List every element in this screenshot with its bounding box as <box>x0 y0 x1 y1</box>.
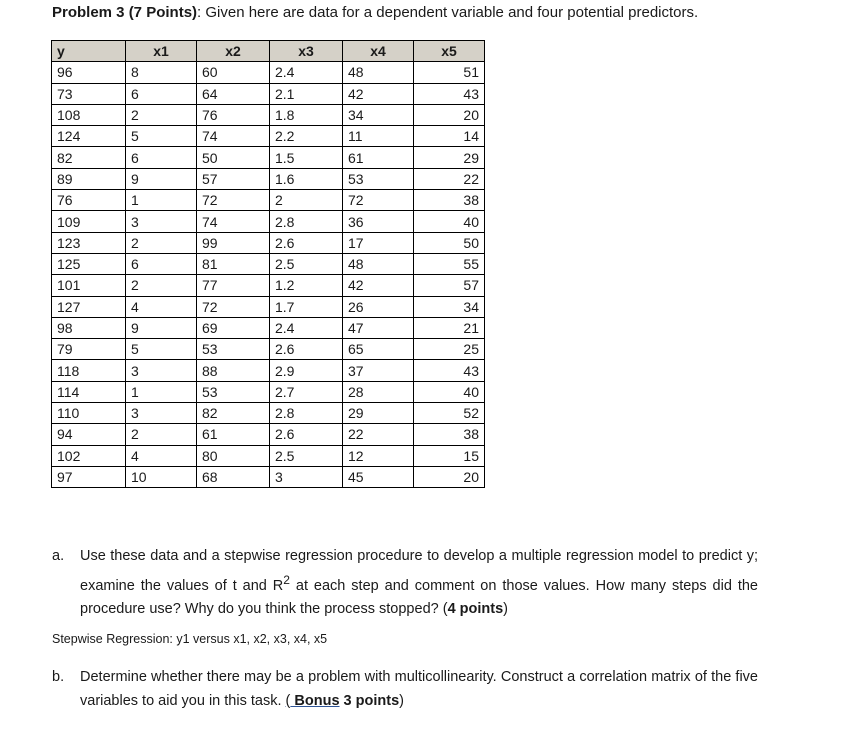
question-a-text-3: ) <box>503 600 508 617</box>
cell-x4: 22 <box>343 424 414 445</box>
cell-x1: 6 <box>126 147 197 168</box>
cell-x5: 43 <box>414 83 485 104</box>
cell-x3: 2.4 <box>270 317 343 338</box>
bonus-marker <box>286 693 340 709</box>
cell-x1: 6 <box>126 83 197 104</box>
table-row <box>52 232 485 253</box>
cell-x4: 11 <box>343 126 414 147</box>
cell-x5: 34 <box>414 296 485 317</box>
cell-x4: 48 <box>343 62 414 83</box>
cell-x5: 25 <box>414 339 485 360</box>
cell-x3: 2.2 <box>270 126 343 147</box>
cell-x4: 36 <box>343 211 414 232</box>
question-b-text <box>80 666 758 713</box>
table-row <box>52 317 485 338</box>
cell-x1: 3 <box>126 211 197 232</box>
cell-y: 76 <box>52 190 126 211</box>
r-squared-superscript: 2 <box>283 572 290 587</box>
cell-x3: 2.6 <box>270 339 343 360</box>
header-y: y <box>52 41 126 62</box>
cell-y: 109 <box>52 211 126 232</box>
cell-x5: 38 <box>414 424 485 445</box>
cell-x4: 12 <box>343 445 414 466</box>
cell-x2: 77 <box>197 275 270 296</box>
table-row <box>52 253 485 274</box>
cell-x5: 29 <box>414 147 485 168</box>
cell-x3: 2.6 <box>270 424 343 445</box>
cell-y: 127 <box>52 296 126 317</box>
question-a-text <box>80 545 758 621</box>
cell-x3: 2.9 <box>270 360 343 381</box>
cell-x4: 29 <box>343 403 414 424</box>
cell-x2: 53 <box>197 381 270 402</box>
question-b-points: 3 points <box>339 692 400 709</box>
stepwise-regression-label: Stepwise Regression: y1 versus x1, x2, x3, x4, x5 <box>52 632 328 646</box>
cell-x2: 72 <box>197 296 270 317</box>
cell-x2: 64 <box>197 83 270 104</box>
table-row <box>52 275 485 296</box>
cell-x3: 2.1 <box>270 83 343 104</box>
cell-x3: 2.6 <box>270 232 343 253</box>
cell-y: 73 <box>52 83 126 104</box>
cell-x1: 2 <box>126 275 197 296</box>
cell-x3: 1.2 <box>270 275 343 296</box>
cell-x1: 9 <box>126 168 197 189</box>
cell-x3: 1.7 <box>270 296 343 317</box>
table-row <box>52 211 485 232</box>
cell-x3: 2.7 <box>270 381 343 402</box>
cell-x1: 3 <box>126 360 197 381</box>
cell-x2: 80 <box>197 445 270 466</box>
question-a-text-2: at each step and comment on those values. How many steps did the procedure use? Why do you think the process stopped? ( <box>80 577 758 617</box>
question-b <box>52 666 758 713</box>
table-row <box>52 381 485 402</box>
cell-x5: 57 <box>414 275 485 296</box>
cell-x1: 2 <box>126 232 197 253</box>
table-header-row <box>52 41 485 62</box>
cell-x4: 17 <box>343 232 414 253</box>
cell-x2: 61 <box>197 424 270 445</box>
cell-x3: 2 <box>270 190 343 211</box>
cell-x2: 81 <box>197 253 270 274</box>
cell-x3: 2.4 <box>270 62 343 83</box>
question-b-letter: b. <box>52 669 65 685</box>
table-row <box>52 339 485 360</box>
header-x2: x2 <box>197 41 270 62</box>
cell-y: 102 <box>52 445 126 466</box>
cell-x3: 2.8 <box>270 403 343 424</box>
cell-x5: 50 <box>414 232 485 253</box>
cell-y: 114 <box>52 381 126 402</box>
table-row <box>52 83 485 104</box>
cell-x1: 1 <box>126 381 197 402</box>
bonus-paren: ( <box>285 692 291 709</box>
cell-x5: 51 <box>414 62 485 83</box>
cell-x4: 47 <box>343 317 414 338</box>
cell-y: 98 <box>52 317 126 338</box>
cell-x3: 2.5 <box>270 253 343 274</box>
table-row <box>52 445 485 466</box>
cell-x1: 2 <box>126 104 197 125</box>
cell-x2: 74 <box>197 126 270 147</box>
cell-y: 97 <box>52 466 126 487</box>
cell-x1: 8 <box>126 62 197 83</box>
header-x5: x5 <box>414 41 485 62</box>
cell-x2: 74 <box>197 211 270 232</box>
cell-x5: 21 <box>414 317 485 338</box>
cell-x4: 42 <box>343 83 414 104</box>
cell-x2: 69 <box>197 317 270 338</box>
cell-y: 101 <box>52 275 126 296</box>
question-b-text-2: ) <box>399 692 404 709</box>
cell-x4: 37 <box>343 360 414 381</box>
cell-x2: 68 <box>197 466 270 487</box>
cell-x4: 34 <box>343 104 414 125</box>
cell-x2: 50 <box>197 147 270 168</box>
cell-y: 125 <box>52 253 126 274</box>
cell-x4: 53 <box>343 168 414 189</box>
cell-x4: 61 <box>343 147 414 168</box>
cell-x1: 1 <box>126 190 197 211</box>
question-a-points: 4 points <box>447 600 504 617</box>
header-x3: x3 <box>270 41 343 62</box>
cell-x2: 53 <box>197 339 270 360</box>
table-row <box>52 403 485 424</box>
cell-x2: 60 <box>197 62 270 83</box>
cell-x2: 99 <box>197 232 270 253</box>
table-row <box>52 296 485 317</box>
cell-x4: 45 <box>343 466 414 487</box>
cell-x4: 28 <box>343 381 414 402</box>
cell-y: 118 <box>52 360 126 381</box>
problem-label: Problem 3 (7 Points) <box>52 4 198 21</box>
cell-x1: 5 <box>126 126 197 147</box>
cell-x5: 40 <box>414 211 485 232</box>
cell-y: 94 <box>52 424 126 445</box>
table-row <box>52 62 485 83</box>
problem-intro: : Given here are data for a dependent variable and four potential predictors. <box>197 4 699 21</box>
cell-x3: 1.6 <box>270 168 343 189</box>
cell-x2: 57 <box>197 168 270 189</box>
table-row <box>52 360 485 381</box>
cell-y: 123 <box>52 232 126 253</box>
cell-x1: 3 <box>126 403 197 424</box>
cell-x5: 43 <box>414 360 485 381</box>
cell-y: 108 <box>52 104 126 125</box>
cell-x4: 26 <box>343 296 414 317</box>
table-row <box>52 147 485 168</box>
cell-x3: 2.8 <box>270 211 343 232</box>
cell-x5: 55 <box>414 253 485 274</box>
cell-y: 82 <box>52 147 126 168</box>
cell-x1: 6 <box>126 253 197 274</box>
table-row <box>52 126 485 147</box>
cell-x2: 76 <box>197 104 270 125</box>
cell-x3: 1.5 <box>270 147 343 168</box>
cell-x3: 1.8 <box>270 104 343 125</box>
cell-x1: 4 <box>126 445 197 466</box>
cell-x1: 5 <box>126 339 197 360</box>
bonus-word: Bonus <box>290 692 340 709</box>
question-a <box>52 545 758 621</box>
question-a-letter: a. <box>52 548 65 564</box>
table-row <box>52 168 485 189</box>
cell-x1: 4 <box>126 296 197 317</box>
question-a-text-1: Use these data and a stepwise regression procedure to develop a multiple regression model to predict y; examine the values of t and R <box>80 548 758 594</box>
cell-x3: 2.5 <box>270 445 343 466</box>
cell-x5: 15 <box>414 445 485 466</box>
cell-y: 96 <box>52 62 126 83</box>
cell-x2: 82 <box>197 403 270 424</box>
cell-x5: 20 <box>414 466 485 487</box>
cell-x5: 22 <box>414 168 485 189</box>
cell-x4: 65 <box>343 339 414 360</box>
cell-x1: 10 <box>126 466 197 487</box>
cell-x5: 40 <box>414 381 485 402</box>
cell-x4: 72 <box>343 190 414 211</box>
table-row <box>52 104 485 125</box>
cell-x5: 38 <box>414 190 485 211</box>
problem-heading <box>52 3 698 23</box>
table-row <box>52 466 485 487</box>
table-row <box>52 424 485 445</box>
header-x1: x1 <box>126 41 197 62</box>
table-row <box>52 190 485 211</box>
cell-x1: 2 <box>126 424 197 445</box>
cell-y: 89 <box>52 168 126 189</box>
cell-x2: 88 <box>197 360 270 381</box>
data-table <box>51 40 485 488</box>
cell-y: 124 <box>52 126 126 147</box>
cell-x4: 48 <box>343 253 414 274</box>
cell-x4: 42 <box>343 275 414 296</box>
cell-x5: 14 <box>414 126 485 147</box>
header-x4: x4 <box>343 41 414 62</box>
cell-y: 79 <box>52 339 126 360</box>
cell-y: 110 <box>52 403 126 424</box>
question-b-text-1: Determine whether there may be a problem with multicollinearity. Construct a correlation matrix of the five variables to aid you in this task. <box>80 669 758 709</box>
cell-x1: 9 <box>126 317 197 338</box>
cell-x2: 72 <box>197 190 270 211</box>
cell-x5: 52 <box>414 403 485 424</box>
cell-x3: 3 <box>270 466 343 487</box>
cell-x5: 20 <box>414 104 485 125</box>
